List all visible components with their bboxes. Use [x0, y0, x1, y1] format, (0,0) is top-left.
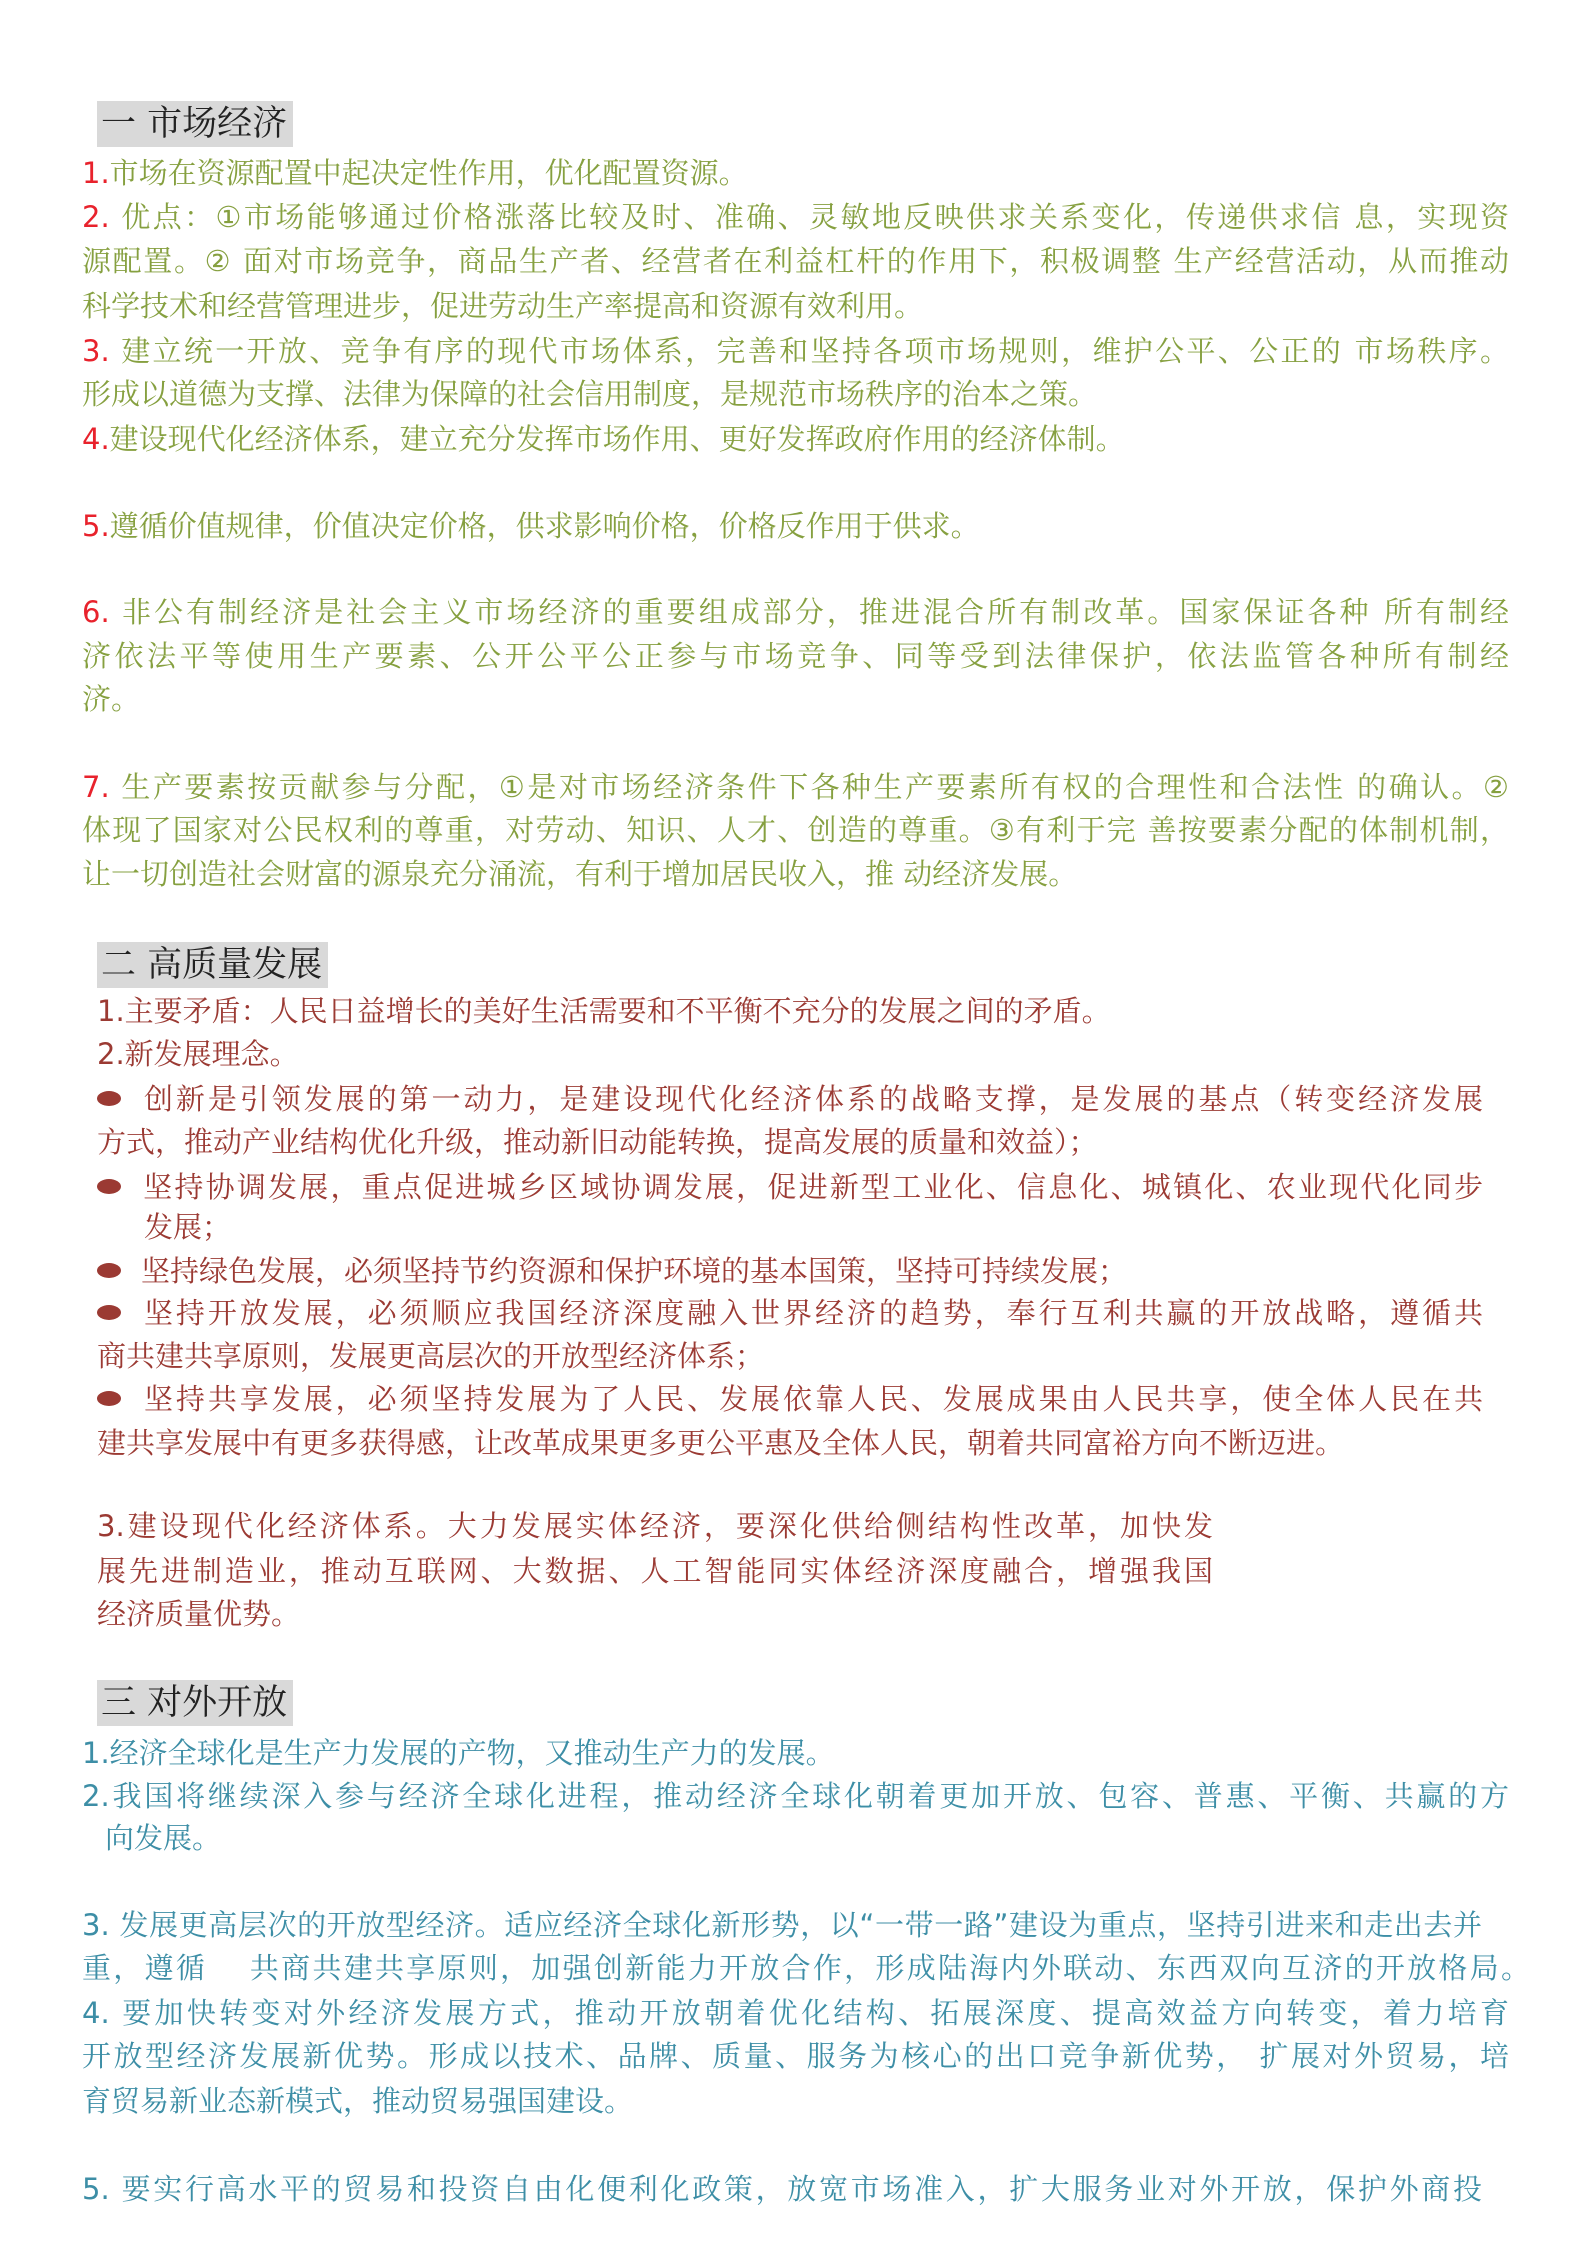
bullet-item	[97, 1377, 1483, 1421]
line-text: 遵循价值规律，价值决定价格，供求影响价格，价格反作用于供求。	[109, 509, 980, 543]
list-item	[97, 989, 1483, 1033]
list-item	[82, 329, 1509, 373]
line-text: 济。	[82, 682, 141, 716]
line-text: 坚持绿色发展，必须坚持节约资源和保护环境的基本国策，坚持可持续发展；	[141, 1254, 1128, 1288]
bullet-item	[97, 1077, 1483, 1121]
section-heading-high-quality-development: 二 高质量发展	[97, 942, 328, 988]
line-text: 科学技术和经营管理进步，促进劳动生产率提高和资源有效利用。	[82, 289, 924, 323]
line-text: 发展；	[144, 1210, 232, 1244]
item-number: 1.	[97, 994, 125, 1028]
bullet-item	[97, 1249, 1483, 1293]
line-text: 坚持共享发展，必须坚持发展为了人民、发展依靠人民、发展成果由人民共享，使全体人民在共	[141, 1382, 1483, 1416]
line-text: 经济全球化是生产力发展的产物，又推动生产力的发展。	[109, 1736, 835, 1770]
item-number: 1.	[82, 156, 110, 190]
bullet-item	[97, 1165, 1483, 1209]
list-item	[82, 765, 1509, 809]
list-item	[82, 2167, 1482, 2211]
line-text: 发展更高层次的开放型经济。适应经济全球化新形势，以“一带一路”建设为重点，坚持引进来和走出去并	[119, 1908, 1482, 1942]
item-number: 5.	[82, 2172, 122, 2206]
bullet-item	[97, 1291, 1483, 1335]
section-heading-market-economy: 一 市场经济	[97, 101, 293, 147]
line-text: 让一切创造社会财富的源泉充分涌流，有利于增加居民收入，推 动经济发展。	[82, 857, 1078, 891]
line-text: 经济质量优势。	[97, 1597, 301, 1631]
list-item	[82, 590, 1509, 634]
item-number: 2.	[97, 1037, 125, 1071]
line-text: 商共建共享原则，发展更高层次的开放型经济体系；	[97, 1339, 765, 1373]
list-item	[82, 1774, 1509, 1818]
line-text: 建设现代化经济体系，建立充分发挥市场作用、更好发挥政府作用的经济体制。	[109, 422, 1125, 456]
list-item	[82, 195, 1509, 239]
line-text: 展先进制造业，推动互联网、大数据、人工智能同实体经济深度融合，增强我国	[97, 1554, 1213, 1588]
line-text: 方式，推动产业结构优化升级，推动新旧动能转换，提高发展的质量和效益）；	[97, 1125, 1098, 1159]
line-text: 建立统一开放、竞争有序的现代市场体系，完善和坚持各项市场规则，维护公平、公正的 市场秩序。	[121, 334, 1509, 368]
line-text: 生产要素按贡献参与分配，①是对市场经济条件下各种生产要素所有权的合理性和合法性 的确认。②	[121, 770, 1510, 804]
line-text: 向发展。	[105, 1821, 222, 1855]
line-text: 要实行高水平的贸易和投资自由化便利化政策，放宽市场准入，扩大服务业对外开放，保护外商投	[121, 2172, 1482, 2206]
bullet-icon	[97, 1091, 121, 1106]
item-number: 3.	[97, 1509, 125, 1543]
bullet-icon	[97, 1391, 121, 1406]
item-number: 6.	[82, 595, 122, 629]
item-number: 7.	[82, 770, 122, 804]
item-number: 2.	[82, 200, 122, 234]
line-text: 坚持开放发展，必须顺应我国经济深度融入世界经济的趋势，奉行互利共赢的开放战略，遵循共	[141, 1296, 1483, 1330]
list-item	[82, 504, 1509, 548]
list-item	[82, 151, 1509, 195]
line-text: 建设现代化经济体系。大力发展实体经济，要深化供给侧结构性改革，加快发	[124, 1509, 1213, 1543]
line-text: 开放型经济发展新优势。形成以技术、品牌、质量、服务为核心的出口竞争新优势， 扩展对外贸易，培	[82, 2039, 1509, 2073]
line-text: 主要矛盾：人民日益增长的美好生活需要和不平衡不充分的发展之间的矛盾。	[124, 994, 1111, 1028]
section-heading-opening-up: 三 对外开放	[97, 1680, 293, 1726]
line-text: 非公有制经济是社会主义市场经济的重要组成部分，推进混合所有制改革。国家保证各种 所有制经	[121, 595, 1509, 629]
line-text: 市场在资源配置中起决定性作用，优化配置资源。	[109, 156, 748, 190]
line-text: 重，遵循 共商共建共享原则，加强创新能力开放合作，形成陆海内外联动、东西双向互济的开放格局。	[82, 1951, 1530, 1985]
line-text: 要加快转变对外经济发展方式，推动开放朝着优化结构、拓展深度、提高效益方向转变，着力培育	[122, 1996, 1509, 2030]
item-number: 3.	[82, 1908, 120, 1942]
item-number: 4.	[82, 422, 110, 456]
line-text: 建共享发展中有更多获得感，让改革成果更多更公平惠及全体人民，朝着共同富裕方向不断迈进。	[97, 1426, 1345, 1460]
list-item	[82, 1731, 1509, 1775]
bullet-icon	[97, 1263, 121, 1278]
line-text: 形成以道德为支撑、法律为保障的社会信用制度，是规范市场秩序的治本之策。	[82, 377, 1098, 411]
line-text: 体现了国家对公民权利的尊重，对劳动、知识、人才、创造的尊重。③有利于完 善按要素分配的体制机制，	[82, 813, 1509, 847]
item-number: 5.	[82, 509, 110, 543]
list-item	[82, 1991, 1509, 2035]
list-item	[97, 1032, 1483, 1076]
item-number: 4.	[82, 1996, 123, 2030]
line-text: 坚持协调发展，重点促进城乡区域协调发展，促进新型工业化、信息化、城镇化、农业现代化同步	[141, 1170, 1483, 1204]
item-number: 3.	[82, 334, 122, 368]
line-text: 优点：①市场能够通过价格涨落比较及时、准确、灵敏地反映供求关系变化，传递供求信 息，实现资	[121, 200, 1510, 234]
line-text: 新发展理念。	[124, 1037, 299, 1071]
line-text: 济依法平等使用生产要素、公开公平公正参与市场竞争、同等受到法律保护，依法监管各种所有制经	[82, 639, 1509, 673]
list-item	[97, 1504, 1213, 1548]
list-item	[82, 417, 1509, 461]
line-text: 育贸易新业态新模式，推动贸易强国建设。	[82, 2084, 634, 2118]
line-text: 源配置。② 面对市场竞争，商品生产者、经营者在利益杠杆的作用下，积极调整 生产经营活动，从而推动	[82, 244, 1509, 278]
item-number: 2.	[82, 1779, 110, 1813]
list-item	[82, 1903, 1482, 1947]
item-number: 1.	[82, 1736, 110, 1770]
bullet-icon	[97, 1179, 121, 1194]
line-text: 创新是引领发展的第一动力，是建设现代化经济体系的战略支撑，是发展的基点（转变经济发展	[141, 1082, 1483, 1116]
line-text: 我国将继续深入参与经济全球化进程，推动经济全球化朝着更加开放、包容、普惠、平衡、共赢的方	[109, 1779, 1509, 1813]
bullet-icon	[97, 1305, 121, 1320]
